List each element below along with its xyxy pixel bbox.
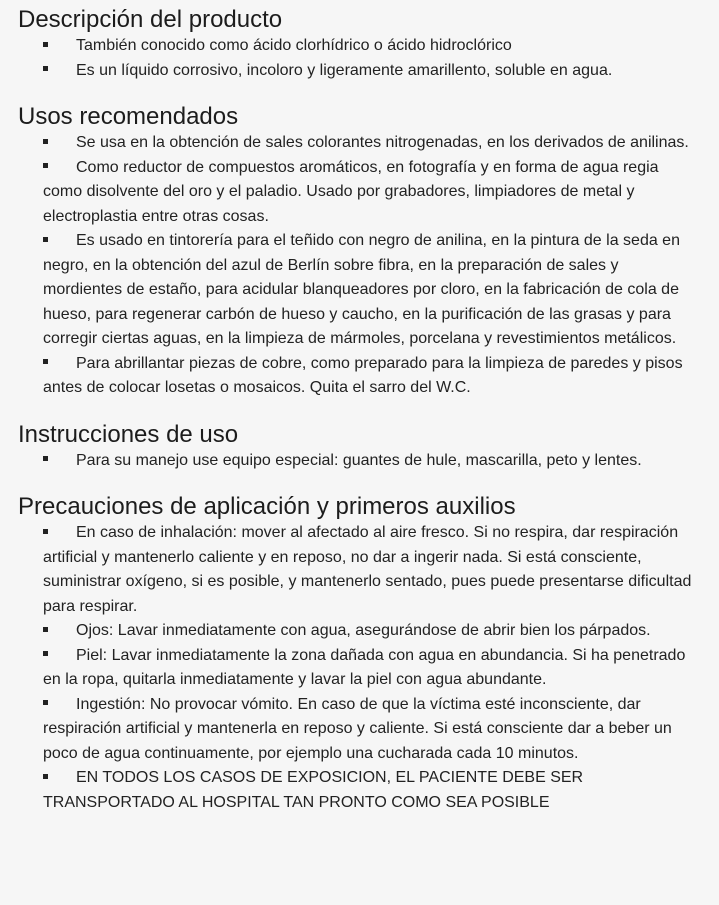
bullet-list bbox=[18, 521, 701, 815]
bullet-icon bbox=[43, 456, 48, 461]
bullet-list bbox=[18, 449, 701, 474]
list-item: Para su manejo use equipo especial: guantes de hule, mascarilla, peto y lentes. bbox=[43, 449, 701, 474]
section-descripcion bbox=[18, 6, 701, 83]
bullet-icon bbox=[43, 42, 48, 47]
list-item: Ingestión: No provocar vómito. En caso de que la víctima esté inconsciente, dar respiración artificial y mantenerla en reposo y caliente. Si está consciente dar a beber un poco de agua continuamente, por ejemplo una cucharada cada 10 minutos. bbox=[43, 695, 672, 762]
section-instrucciones bbox=[18, 421, 701, 474]
bullet-icon bbox=[43, 651, 48, 656]
list-item: Para abrillantar piezas de cobre, como preparado para la limpieza de paredes y pisos antes de colocar losetas o mosaicos. Quita el sarro del W.C. bbox=[43, 354, 683, 396]
bullet-icon bbox=[43, 774, 48, 779]
bullet-icon bbox=[43, 529, 48, 534]
section-title: Descripción del producto bbox=[18, 6, 283, 33]
bullet-list bbox=[18, 131, 701, 401]
bullet-icon bbox=[43, 139, 48, 144]
bullet-icon bbox=[43, 237, 48, 242]
list-item: Es usado en tintorería para el teñido con negro de anilina, en la pintura de la seda en negro, en la obtención del azul de Berlín sobre fibra, en la preparación de sales y mordientes de estaño, para acidular blanqueadores por cloro, en la fabricación de cola de hueso, para regenerar carbón de hueso y caucho, en la purificación de las grasas y para corregir ciertas aguas, en la limpieza de mármoles, porcelana y revestimientos metálicos. bbox=[43, 232, 680, 347]
bullet-icon bbox=[43, 627, 48, 632]
bullet-icon bbox=[43, 163, 48, 168]
bullet-icon bbox=[43, 359, 48, 364]
section-title: Usos recomendados bbox=[18, 103, 239, 130]
bullet-icon bbox=[43, 700, 48, 705]
list-item: Ojos: Lavar inmediatamente con agua, asegurándose de abrir bien los párpados. bbox=[43, 619, 701, 644]
section-usos bbox=[18, 103, 701, 401]
list-item: Es un líquido corrosivo, incoloro y ligeramente amarillento, soluble en agua. bbox=[43, 59, 701, 84]
list-item: EN TODOS LOS CASOS DE EXPOSICION, EL PACIENTE DEBE SER TRANSPORTADO AL HOSPITAL TAN PRONTO COMO SEA POSIBLE bbox=[43, 769, 584, 811]
list-item: En caso de inhalación: mover al afectado al aire fresco. Si no respira, dar respiración artificial y mantenerlo caliente y en reposo, no dar a ingerir nada. Si está consciente, suministrar oxígeno, si es posible, y mantenerlo sentado, pues puede presentarse dificultad para respirar. bbox=[43, 524, 692, 615]
list-item: También conocido como ácido clorhídrico o ácido hidroclórico bbox=[43, 34, 701, 59]
bullet-list bbox=[18, 34, 701, 83]
list-item: Se usa en la obtención de sales colorantes nitrogenadas, en los derivados de anilinas. bbox=[43, 131, 701, 156]
section-title: Precauciones de aplicación y primeros auxilios bbox=[18, 493, 516, 520]
list-item: Piel: Lavar inmediatamente la zona dañada con agua en abundancia. Si ha penetrado en la ropa, quitarla inmediatamente y lavar la piel con agua abundante. bbox=[43, 646, 686, 688]
section-title: Instrucciones de uso bbox=[18, 420, 239, 448]
section-precauciones bbox=[18, 493, 701, 815]
bullet-icon bbox=[43, 66, 48, 71]
list-item: Como reductor de compuestos aromáticos, en fotografía y en forma de agua regia como disolvente del oro y el paladio. Usado por grabadores, limpiadores de metal y electroplastia entre otras cosas. bbox=[43, 158, 659, 225]
